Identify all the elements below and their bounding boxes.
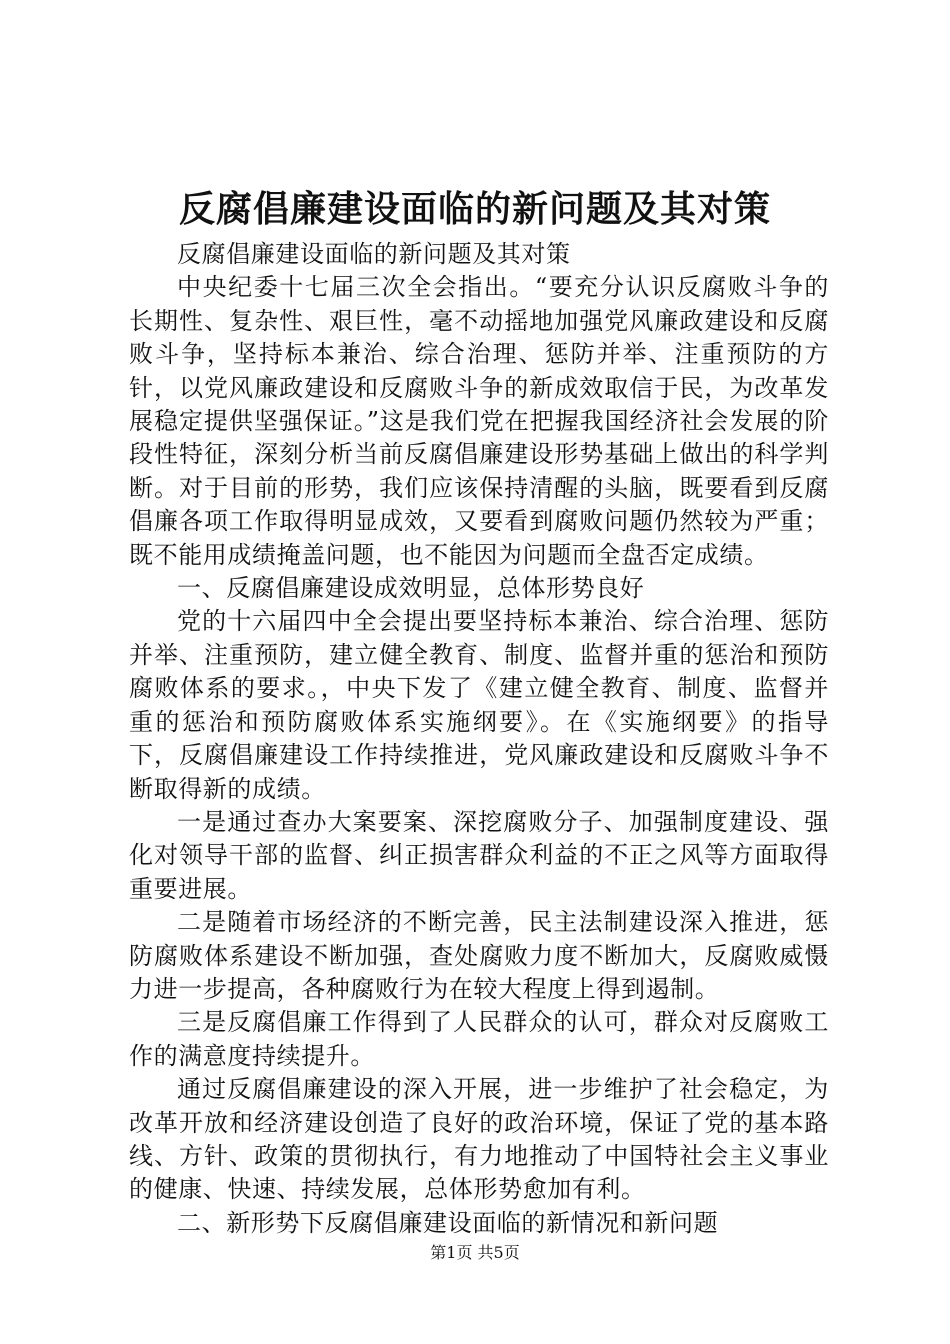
paragraph-subtitle: 反腐倡廉建设面临的新问题及其对策 (177, 240, 571, 268)
paragraph-summary: 通过反腐倡廉建设的深入开展，进一步维护了社会稳定，为改革开放和经济建设创造了良好的政治环境，保证了党的基本路线、方针、政策的贯彻执行，有力地推动了中国特社会主义事业的健康、快速、持续发展，总体形势愈加有利。 (129, 1075, 829, 1204)
paragraph-intro: 中央纪委十七届三次全会指出。“要充分认识反腐败斗争的长期性、复杂性、艰巨性，毫不动摇地加强党风廉政建设和反腐败斗争，坚持标本兼治、综合治理、惩防并举、注重预防的方针，以党风廉政建设和反腐败斗争的新成效取信于民，为改革发展稳定提供坚强保证。”这是我们党在把握我国经济社会发展的阶段性特征，深刻分析当前反腐倡廉建设形势基础上做出的科学判断。对于目前的形势，我们应该保持清醒的头脑，既要看到反腐倡廉各项工作取得明显成效，又要看到腐败问题仍然较为严重；既不能用成绩掩盖问题，也不能因为问题而全盘否定成绩。 (129, 273, 829, 569)
section-heading-2: 二、新形势下反腐倡廉建设面临的新情况和新问题 (177, 1208, 719, 1237)
section-heading-1: 一、反腐倡廉建设成效明显，总体形势良好 (177, 574, 645, 603)
document-body (129, 238, 829, 1240)
paragraph-point-1: 一是通过查办大案要案、深挖腐败分子、加强制度建设、强化对领导干部的监督、纠正损害群众利益的不正之风等方面取得重要进展。 (129, 807, 829, 903)
paragraph-point-2: 二是随着市场经济的不断完善，民主法制建设深入推进，惩防腐败体系建设不断加强，查处腐败力度不断加大，反腐败威慑力进一步提高，各种腐败行为在较大程度上得到遏制。 (129, 908, 829, 1003)
page-footer: 第1页 共5页 (430, 1243, 520, 1262)
document-title: 反腐倡廉建设面临的新问题及其对策 (178, 188, 771, 230)
paragraph-section-1: 党的十六届四中全会提出要坚持标本兼治、综合治理、惩防并举、注重预防，建立健全教育、制度、监督并重的惩治和预防腐败体系的要求。，中央下发了《建立健全教育、制度、监督并重的惩治和预防腐败体系实施纲要》。在《实施纲要》的指导下，反腐倡廉建设工作持续推进，党风廉政建设和反腐败斗争不断取得新的成绩。 (129, 607, 829, 803)
paragraph-point-3: 三是反腐倡廉工作得到了人民群众的认可，群众对反腐败工作的满意度持续提升。 (129, 1008, 829, 1070)
